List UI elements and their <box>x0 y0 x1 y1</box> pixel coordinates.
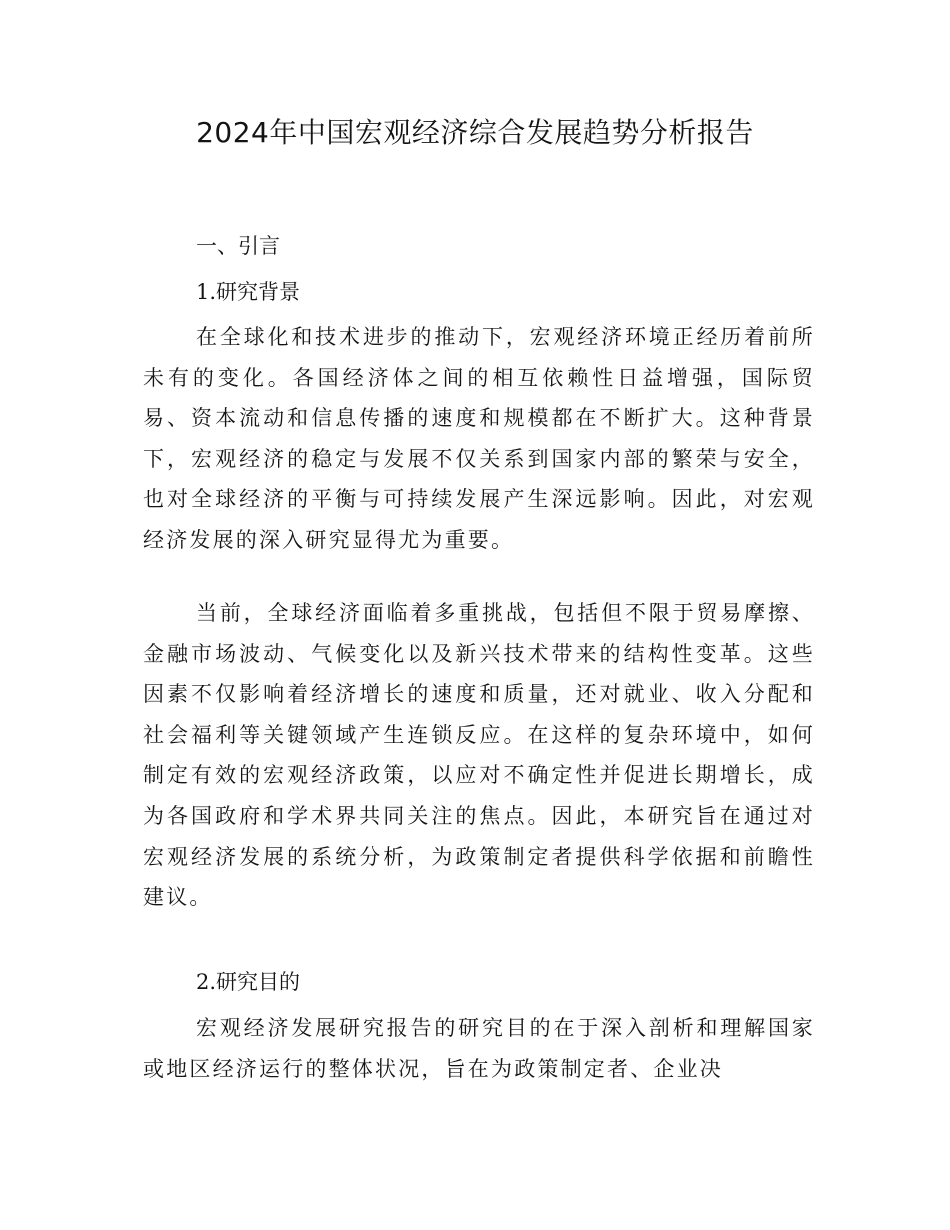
subsection-heading-research-purpose: 2.研究目的 <box>196 970 301 994</box>
subsection-heading-research-background: 1.研究背景 <box>196 280 301 304</box>
document-title: 2024年中国宏观经济综合发展趋势分析报告 <box>196 116 754 149</box>
section-heading-introduction: 一、引言 <box>196 234 280 258</box>
paragraph-background-1: 在全球化和技术进步的推动下，宏观经济环境正经历着前所未有的变化。各国经济体之间的相互依赖性日益增强，国际贸易、资本流动和信息传播的速度和规模都在不断扩大。这种背景下，宏观经济的稳定与发展不仅关系到国家内部的繁荣与安全，也对全球经济的平衡与可持续发展产生深远影响。因此，对宏观经济发展的深入研究显得尤为重要。 <box>143 325 815 552</box>
paragraph-background-2: 当前，全球经济面临着多重挑战，包括但不限于贸易摩擦、金融市场波动、气候变化以及新兴技术带来的结构性变革。这些因素不仅影响着经济增长的速度和质量，还对就业、收入分配和社会福利等关键领域产生连锁反应。在这样的复杂环境中，如何制定有效的宏观经济政策，以应对不确定性并促进长期增长，成为各国政府和学术界共同关注的焦点。因此，本研究旨在通过对宏观经济发展的系统分析，为政策制定者提供科学依据和前瞻性建议。 <box>143 601 815 910</box>
paragraph-purpose-1: 宏观经济发展研究报告的研究目的在于深入剖析和理解国家或地区经济运行的整体状况，旨在为政策制定者、企业决 <box>143 1016 815 1081</box>
